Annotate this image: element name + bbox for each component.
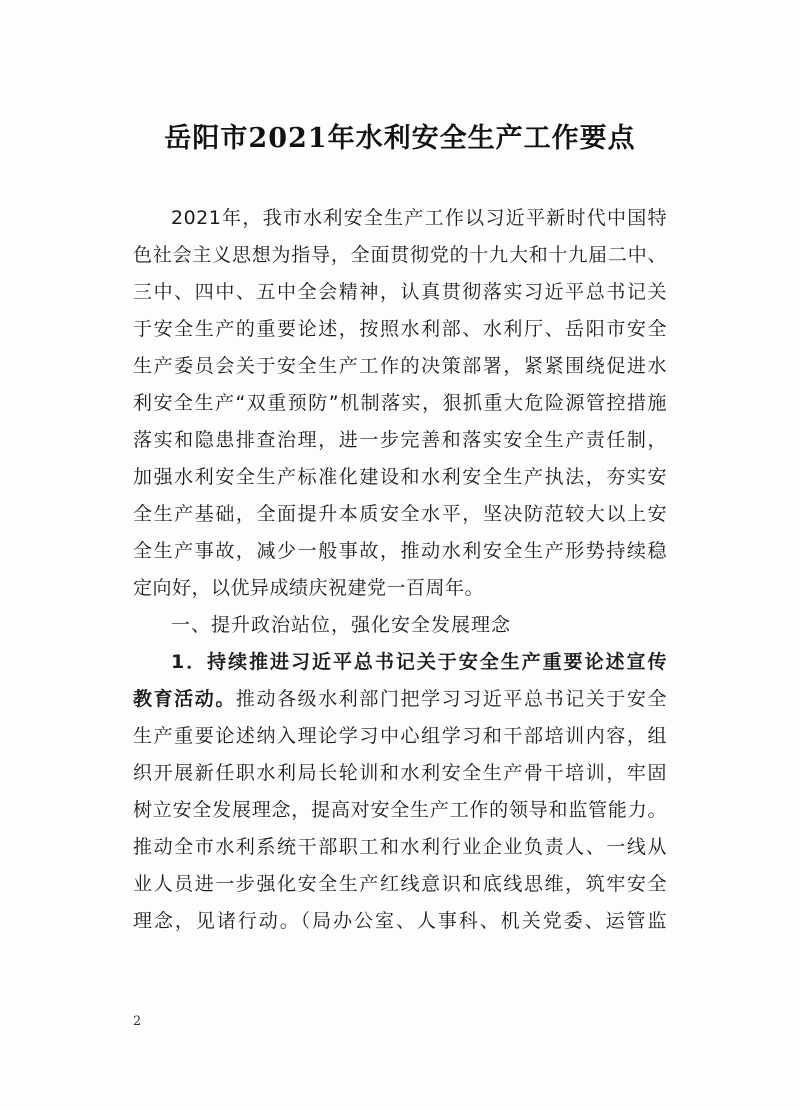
item-title-continued: 教育活动。 (133, 688, 236, 710)
intro-line: 2021年，我市水利安全生产工作以习近平新时代中国特 (171, 207, 667, 229)
intro-line: 利安全生产“双重预防”机制落实，狠抓重大危险源管控措施 (133, 392, 667, 414)
item-line: 织开展新任职水利局长轮训和水利安全生产骨干培训，牢固 (133, 762, 667, 784)
document-body (133, 200, 667, 940)
intro-line: 于安全生产的重要论述，按照水利部、水利厅、岳阳市安全 (133, 318, 667, 340)
item-line: 业人员进一步强化安全生产红线意识和底线思维，筑牢安全 (133, 873, 667, 895)
intro-line: 加强水利安全生产标准化建设和水利安全生产执法，夯实安 (133, 466, 667, 488)
item-text: 推动各级水利部门把学习习近平总书记关于安全 (235, 688, 667, 710)
intro-line: 全生产基础，全面提升本质安全水平，坚决防范较大以上安 (133, 503, 667, 525)
intro-line: 全生产事故，减少一般事故，推动水利安全生产形势持续稳 (133, 540, 667, 562)
intro-line: 定向好，以优异成绩庆祝建党一百周年。 (133, 577, 485, 599)
page-number: 2 (133, 1014, 142, 1029)
intro-line: 落实和隐患排查治理，进一步完善和落实安全生产责任制， (133, 429, 667, 451)
intro-line: 三中、四中、五中全会精神，认真贯彻落实习近平总书记关 (133, 281, 667, 303)
item-line: 树立安全发展理念，提高对安全生产工作的领导和监管能力。 (133, 799, 667, 821)
item-line: 生产重要论述纳入理论学习中心组学习和干部培训内容，组 (133, 725, 667, 747)
intro-line: 色社会主义思想为指导，全面贯彻党的十九大和十九届二中、 (133, 244, 667, 266)
intro-line: 生产委员会关于安全生产工作的决策部署，紧紧围绕促进水 (133, 355, 667, 377)
item-title: 1．持续推进习近平总书记关于安全生产重要论述宣传 (171, 651, 667, 673)
section-heading: 一、提升政治站位，强化安全发展理念 (171, 614, 512, 636)
item-line (133, 681, 667, 718)
item-line: 推动全市水利系统干部职工和水利行业企业负责人、一线从 (133, 836, 667, 858)
item-line: 理念，见诸行动。（局办公室、人事科、机关党委、运管监 (133, 910, 667, 932)
document-title: 岳阳市2021年水利安全生产工作要点 (164, 123, 636, 154)
